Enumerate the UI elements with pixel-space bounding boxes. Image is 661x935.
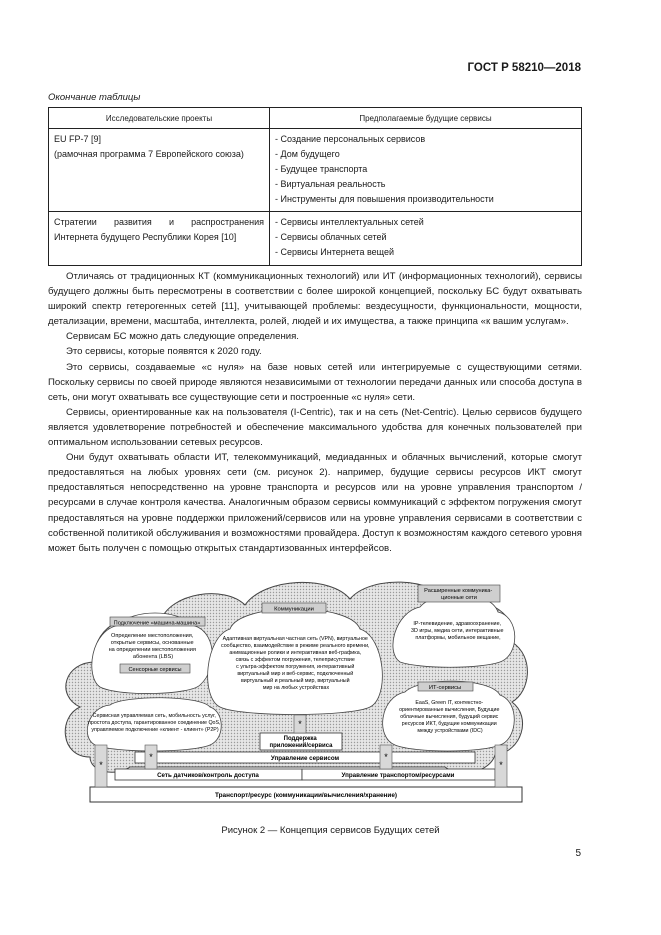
project-line: EU FP-7 [9] bbox=[54, 134, 102, 144]
communications-title: Коммуникации bbox=[274, 606, 314, 613]
table-row bbox=[49, 129, 582, 212]
svg-text:*: * bbox=[499, 760, 503, 770]
connector-right-2 bbox=[495, 745, 507, 787]
paragraph: Сервисы, ориентированные как на пользователя (I-Centric), так и на сеть (Net-Centric). Целью сервисов будущего является удовлетворение потребностей и обеспечение максимального удобства для конечных пользователей при оптимальном использовании сетевых ресурсов. bbox=[48, 406, 582, 449]
table-row bbox=[49, 212, 582, 266]
paragraph: Это сервисы, которые появятся к 2020 году. bbox=[66, 346, 262, 358]
layer-sensor-network-label: Сеть датчиков/контроль доступа bbox=[157, 772, 259, 779]
projects-table bbox=[48, 107, 582, 266]
paragraph: Сервисам БС можно дать следующие определения. bbox=[66, 331, 299, 343]
it-services-text: EaaS, Green IT, контекстно- ориентированные вычисления, Будущие облачные вычисления, будущий сервис ресурсов ИКТ, будущие коммуникации между устройствами (IDC) bbox=[399, 700, 500, 734]
it-services-title: ИТ-сервисы bbox=[428, 685, 462, 691]
service-item: - Сервисы интеллектуальных сетей bbox=[275, 215, 576, 230]
project-cell bbox=[49, 129, 270, 212]
svg-text:*: * bbox=[149, 752, 153, 762]
service-item: - Сервисы облачных сетей bbox=[275, 230, 576, 245]
figure-2 bbox=[50, 567, 532, 820]
project-cell bbox=[49, 212, 270, 266]
column-header-projects: Исследовательские проекты bbox=[49, 108, 270, 129]
connector-right bbox=[380, 745, 392, 769]
paragraph: Они будут охватывать области ИТ, телекоммуникаций, медиаданных и облачных вычислений, которые смогут предоставляться на любых уровнях сети (см. рисунок 2). например, будущие сервисы ресурсов ИКТ смогут предоставляться непосредственно на уровне транспорта и ресурсов или на уровне управления транспортом / ресурсами в случае контроля качества. Аналогичным образом сервисы коммуникаций с эффектом погружения смогут предоставляться на уровне поддержки приложений/сервисов или на уровне управления сервисами в соответствии с собственной политикой обслуживания и возможностями провайдера. Доступ к возможностям каждого сетевого уровня может быть получен с помощью открытых стандартизованных интерфейсов. bbox=[48, 452, 582, 554]
service-item: - Создание персональных сервисов bbox=[275, 132, 576, 147]
service-item: - Будущее транспорта bbox=[275, 162, 576, 177]
layer-service-mgmt-label: Управление сервисом bbox=[270, 755, 340, 762]
future-services-diagram bbox=[50, 567, 532, 815]
layer-app-support-label: Поддержка приложений/сервиса bbox=[269, 736, 333, 749]
service-item: - Сервисы Интернета вещей bbox=[275, 245, 576, 260]
layer-transport-mgmt-label: Управление транспортом/ресурсами bbox=[341, 772, 455, 779]
figure-caption: Рисунок 2 — Концепция сервисов Будущих сетей bbox=[221, 825, 440, 836]
service-item: - Виртуальная реальность bbox=[275, 177, 576, 192]
project-line: Стратегии развития и распространения bbox=[54, 217, 264, 227]
paragraph: Отличаясь от традиционных КТ (коммуникационных технологий) или ИТ (информационных технологий), сервисы будущего должны быть пересмотрены в соответствии с более широкой концепцией, поскольку БС будут охватывать широкий спектр гетерогенных сетей [11], учитывающей проблемы: вездесущности, функциональности, мощности, детализации, времени, масштаба, интеллекта, ролей, людей и их имущества, а также принципа «к вашим услугам». bbox=[48, 271, 582, 328]
connector-left bbox=[95, 745, 107, 787]
svg-text:*: * bbox=[384, 752, 388, 762]
extended-networks-text: IP-телевидение, здравоохранение, 3D игры, медиа сети, интерактивные платформы, мобильное вещание, bbox=[411, 621, 504, 641]
page-number: 5 bbox=[575, 848, 581, 859]
managed-network-text: Сервисная управляемая сеть, мобильность услуг, простота доступа, гарантированное соединение QoS, управляемое подключение «клиент - клиент» (P2P) bbox=[88, 713, 221, 733]
table-caption: Окончание таблицы bbox=[48, 92, 141, 103]
layer-transport-resource-label: Транспорт/ресурс (коммуникации/вычисления/хранение) bbox=[214, 792, 398, 799]
table-header-row bbox=[49, 108, 582, 129]
services-cell bbox=[270, 129, 582, 212]
m2m-title: Подключение «машина-машина» bbox=[113, 620, 201, 627]
services-cell bbox=[270, 212, 582, 266]
svg-text:*: * bbox=[298, 719, 302, 729]
service-item: - Инструменты для повышения производительности bbox=[275, 192, 576, 207]
project-line: (рамочная программа 7 Европейского союза) bbox=[54, 149, 244, 159]
svg-text:*: * bbox=[99, 760, 103, 770]
communications-text: Адаптивная виртуальная частная сеть (VPN), виртуальное сообщество, взаимодействие в режиме реального времени, анимационные ролики и интерактивная веб-графика, связь с эффектом погружения, телеприсутствие с ультра-эффектом погружения, интерактивный виртуальный мир и веб-сервис, подключенный виртуальный и реальный мир, виртуальный мир на любых устройствах bbox=[220, 636, 370, 691]
connector-left-2 bbox=[145, 745, 157, 769]
extended-networks-title: Расширенные коммуника- ционные сети bbox=[424, 588, 493, 601]
connector-center bbox=[294, 715, 306, 733]
m2m-text: Определение местоположения, открытые сервисы, основанные на определении местоположения абонента (LBS) bbox=[108, 633, 196, 660]
body-text bbox=[48, 269, 582, 556]
service-item: - Дом будущего bbox=[275, 147, 576, 162]
document-standard-number: ГОСТ Р 58210—2018 bbox=[467, 62, 581, 74]
sensor-services-label: Сенсорные сервисы bbox=[128, 667, 182, 673]
project-line: Интернета будущего Республики Корея [10] bbox=[54, 232, 237, 242]
paragraph: Это сервисы, создаваемые «с нуля» на базе новых сетей или интегрируемые с существующими сетями. Поскольку сервисы по своей природе являются независимыми от технологии передачи данных или способа доступа в сеть, они могут охватывать все существующие сети и построенные «с нуля» сети. bbox=[48, 361, 582, 403]
column-header-services: Предполагаемые будущие сервисы bbox=[270, 108, 582, 129]
